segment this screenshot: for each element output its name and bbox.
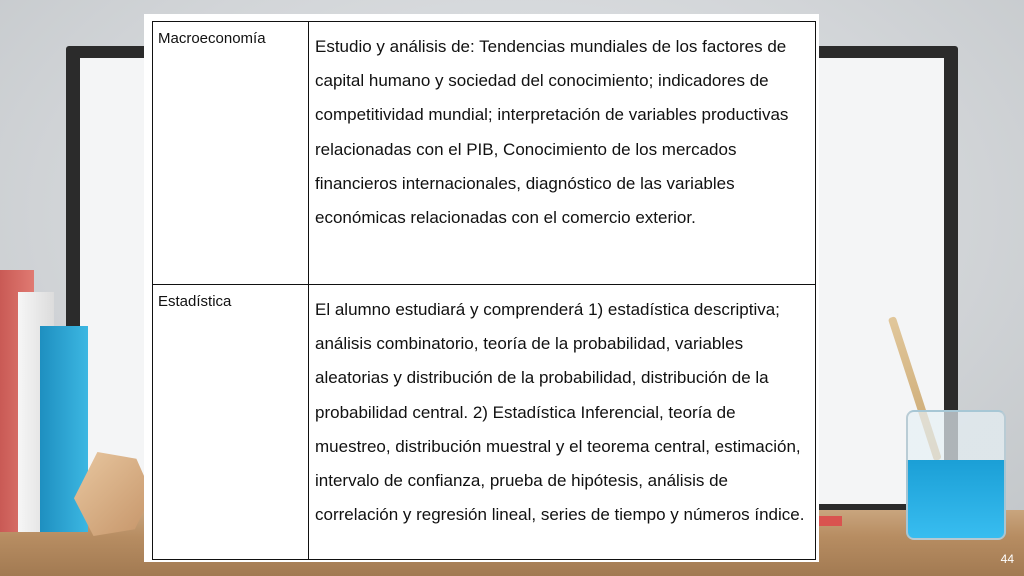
table-row: [153, 285, 816, 560]
page-number: 44: [1000, 552, 1014, 566]
table-row: [153, 22, 816, 285]
pencil: [818, 516, 842, 526]
curriculum-table: [152, 21, 816, 560]
description-cell: Estudio y análisis de: Tendencias mundiales de los factores de capital humano y sociedad del conocimiento; indicadores de competitividad mundial; interpretación de variables productivas relacionadas con el PIB, Conocimiento de los mercados financieros internacionales, diagnóstico de las variables económicas relacionadas con el comercio exterior.: [309, 22, 816, 285]
water-jar: [906, 410, 1006, 540]
subject-cell: Estadística: [153, 285, 309, 560]
subject-cell: Macroeconomía: [153, 22, 309, 285]
document-page: [144, 14, 819, 562]
description-cell: El alumno estudiará y comprenderá 1) estadística descriptiva; análisis combinatorio, teoría de la probabilidad, variables aleatorias y distribución de la probabilidad, distribución de la probabilidad central. 2) Estadística Inferencial, teoría de muestreo, distribución muestral y el teorema central, estimación, intervalo de confianza, prueba de hipótesis, análisis de correlación y regresión lineal, series de tiempo y números índice.: [309, 285, 816, 560]
